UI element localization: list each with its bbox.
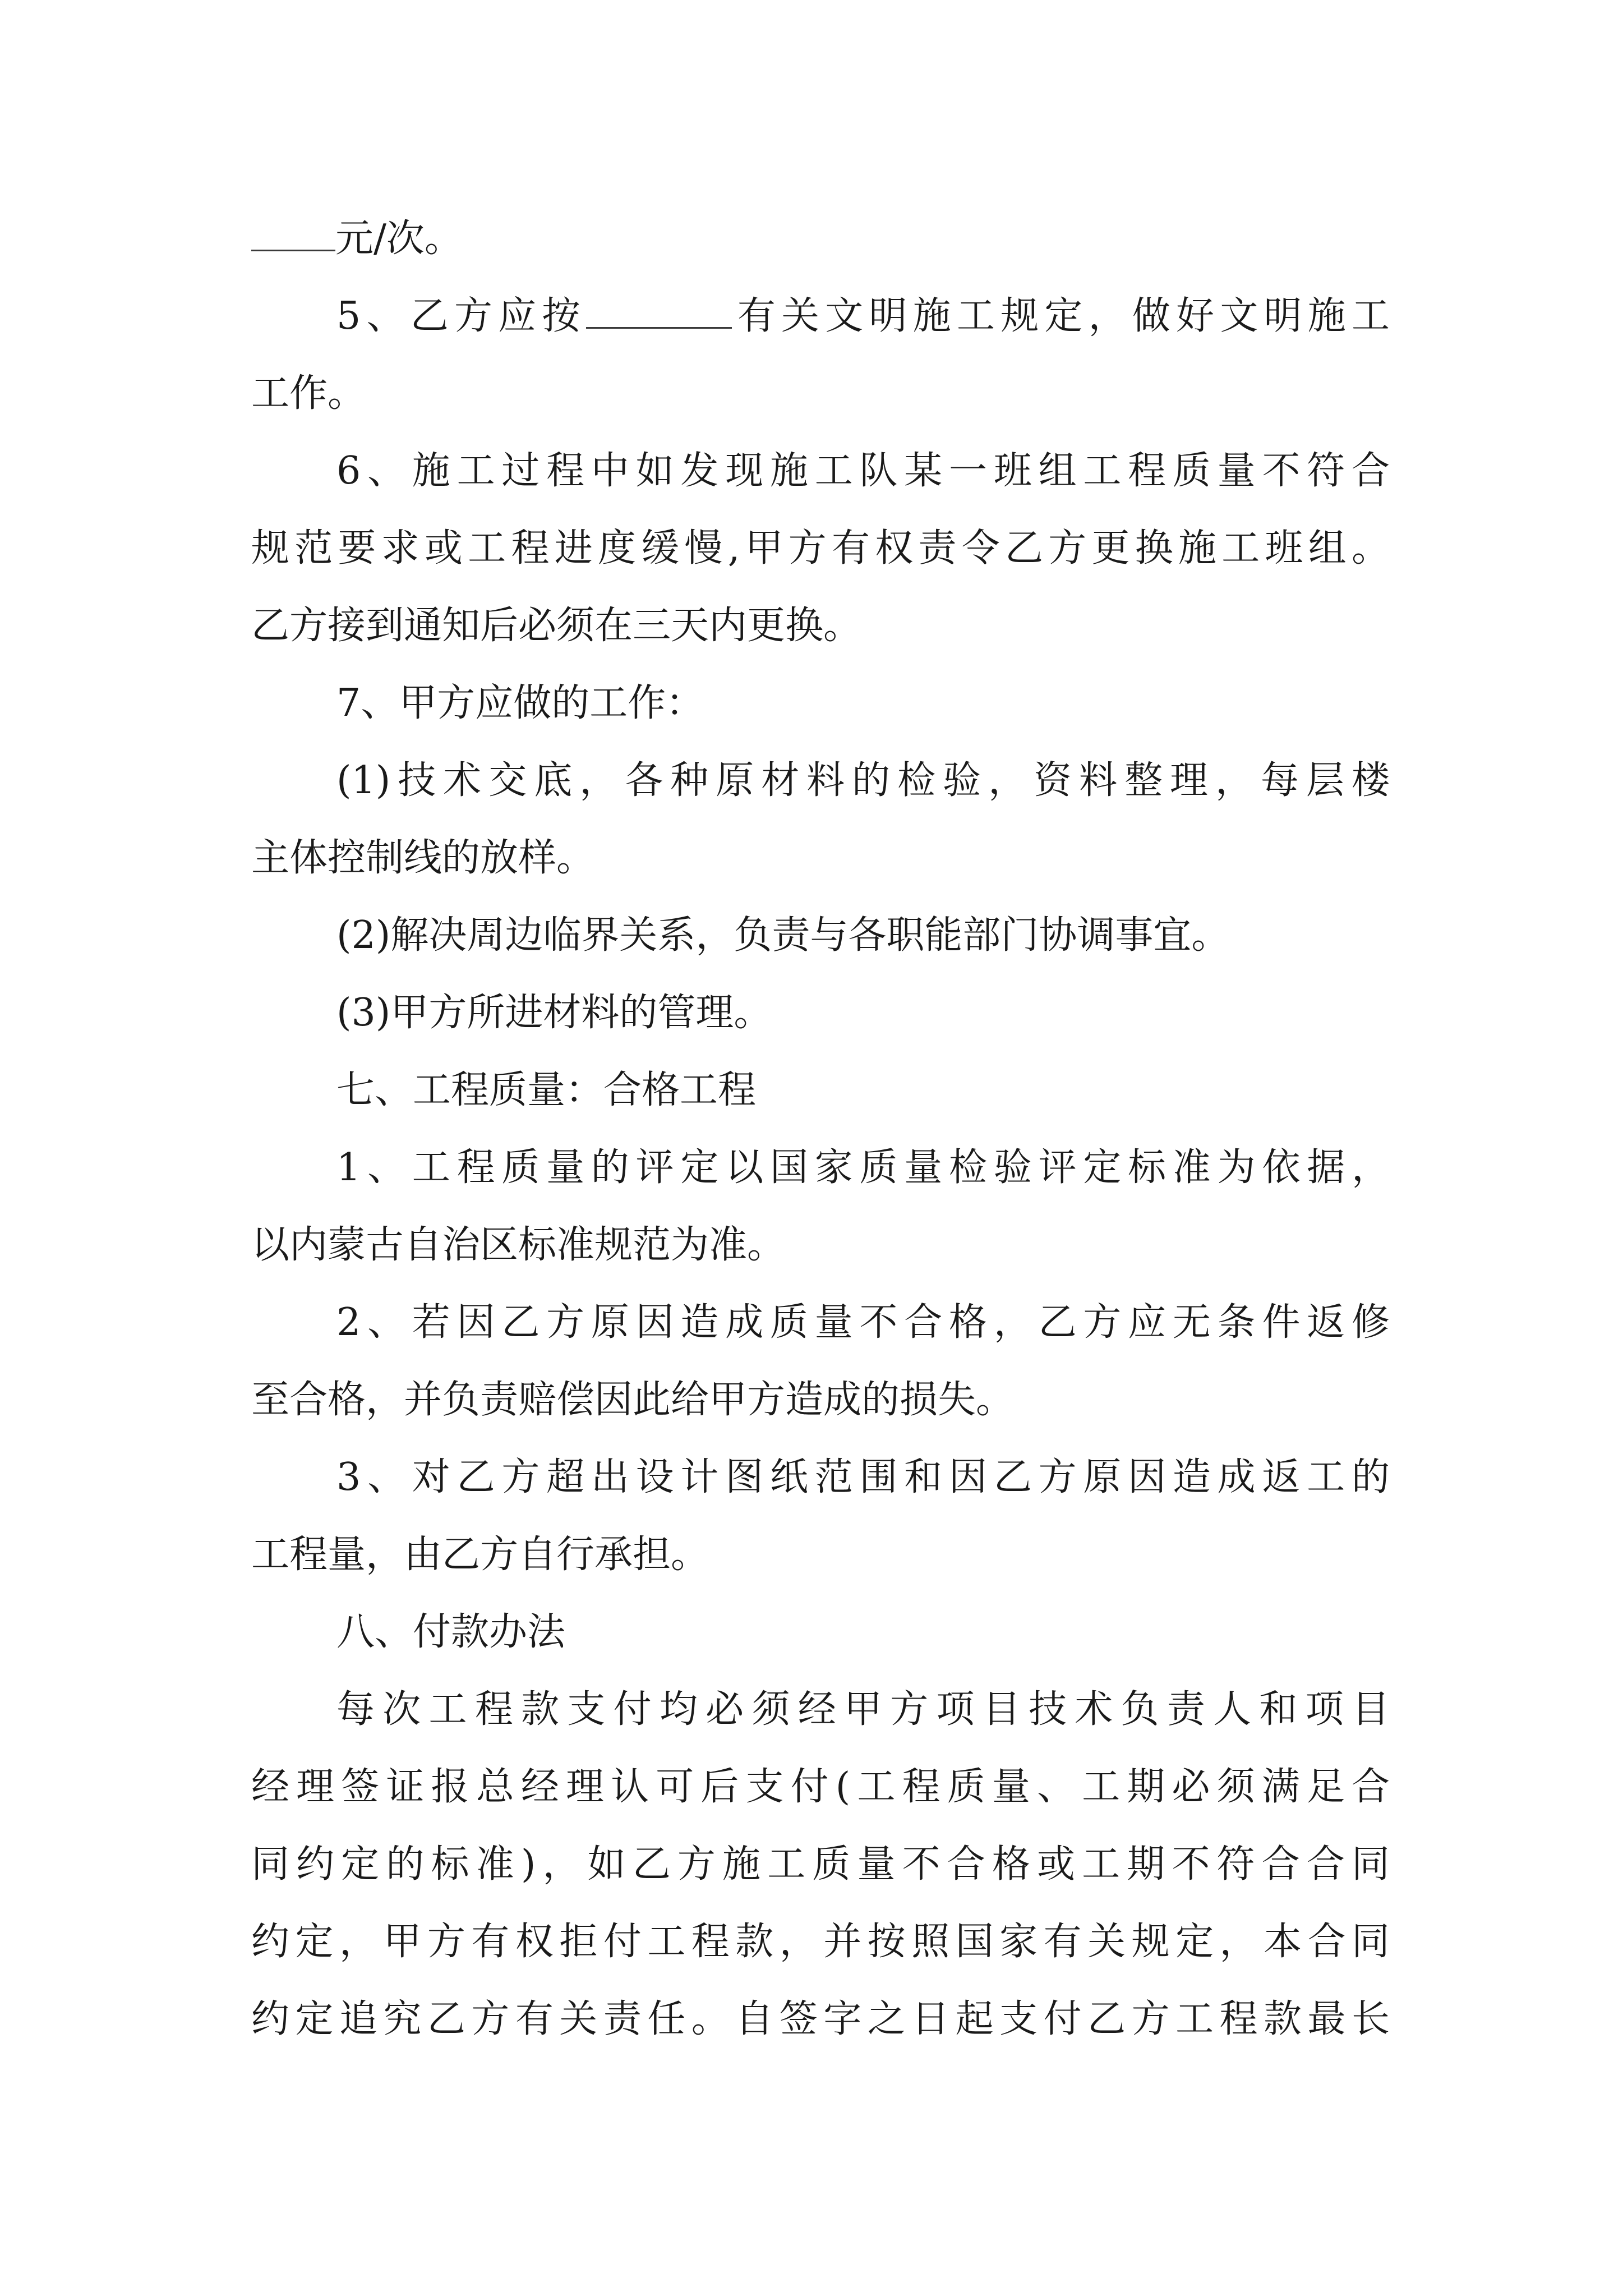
fill-in-blank xyxy=(251,216,335,251)
section-7-item-3-line-1: 3、对乙方超出设计图纸范围和因乙方原因造成返工的 xyxy=(336,1455,1390,1499)
section-8-para-line-2: 经理签证报总经理认可后支付(工程质量、工期必须满足合 xyxy=(251,1765,1390,1809)
fill-in-blank xyxy=(586,293,732,329)
item-7-1-line-1: (1)技术交底，各种原材料的检验，资料整理，每层楼 xyxy=(336,758,1390,803)
section-8-para-line-5: 约定追究乙方有关责任。自签字之日起支付乙方工程款最长 xyxy=(251,1997,1390,2041)
section-8-para-line-4: 约定，甲方有权拒付工程款，并按照国家有关规定，本合同 xyxy=(251,1920,1390,1964)
item-6-line-1: 6、施工过程中如发现施工队某一班组工程质量不符合 xyxy=(336,449,1390,493)
section-7-heading: 七、工程质量：合格工程 xyxy=(336,1068,757,1112)
item-5-line-1: 5、乙方应按 有关文明施工规定，做好文明施工 xyxy=(336,294,1390,338)
section-7-item-2-line-1: 2、若因乙方原因造成质量不合格，乙方应无条件返修 xyxy=(336,1300,1390,1345)
section-7-item-1-line-2: 以内蒙古自治区标准规范为准。 xyxy=(251,1223,786,1267)
section-8-para-line-3: 同约定的标准)，如乙方施工质量不合格或工期不符合合同 xyxy=(251,1842,1390,1887)
section-7-item-2-line-2: 至合格，并负责赔偿因此给甲方造成的损失。 xyxy=(251,1378,1015,1422)
item-7-3: (3)甲方所进材料的管理。 xyxy=(336,991,772,1035)
section-8-para-line-1: 每次工程款支付均必须经甲方项目技术负责人和项目 xyxy=(336,1687,1390,1732)
item-7-heading: 7、甲方应做的工作： xyxy=(336,681,704,725)
section-7-item-1-line-1: 1、工程质量的评定以国家质量检验评定标准为依据， xyxy=(336,1145,1390,1190)
fee-line: 元/次。 xyxy=(251,211,463,301)
item-6-line-2: 规范要求或工程进度缓慢,甲方有权责令乙方更换施工班组。 xyxy=(251,526,1390,570)
item-6-line-3: 乙方接到通知后必须在三天内更换。 xyxy=(251,604,862,648)
section-8-heading: 八、付款办法 xyxy=(336,1610,566,1654)
section-7-item-3-line-2: 工程量，由乙方自行承担。 xyxy=(251,1533,709,1577)
item-7-2: (2)解决周边临界关系，负责与各职能部门协调事宜。 xyxy=(336,913,1230,958)
item-5-line-2: 工作。 xyxy=(251,371,366,416)
item-7-1-line-2: 主体控制线的放样。 xyxy=(251,836,595,880)
